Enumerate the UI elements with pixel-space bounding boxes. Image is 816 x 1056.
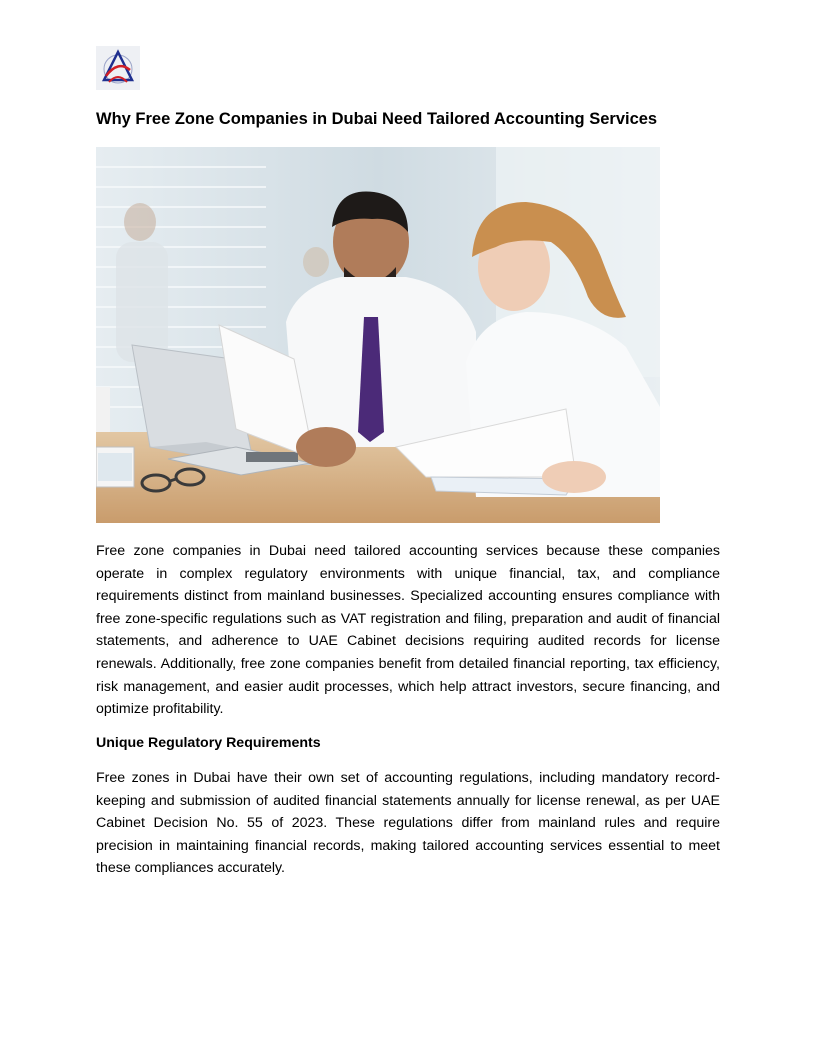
company-logo <box>96 46 140 90</box>
intro-paragraph: Free zone companies in Dubai need tailored accounting services because these companies operate in complex regulatory environments with unique financial, tax, and compliance requirements distinct from mainland businesses. Specialized accounting ensures compliance with free zone-specific regulations such as VAT registration and filing, preparation and audit of financial statements, and adherence to UAE Cabinet decisions requiring audited records for license renewals. Additionally, free zone companies benefit from detailed financial reporting, tax efficiency, risk management, and easier audit processes, which help attract investors, secure financing, and optimize profitability. <box>96 543 720 718</box>
section-heading: Unique Regulatory Requirements <box>96 735 321 751</box>
article-title: Why Free Zone Companies in Dubai Need Tailored Accounting Services <box>96 110 658 128</box>
office-meeting-photo <box>96 147 660 523</box>
section-paragraph: Free zones in Dubai have their own set of accounting regulations, including mandatory record-keeping and submission of audited financial statements annually for license renewal, as per UAE Cabinet Decision No. 55 of 2023. These regulations differ from mainland rules and require precision in maintaining financial records, making tailored accounting services essential to meet these compliances accurately. <box>96 770 720 877</box>
